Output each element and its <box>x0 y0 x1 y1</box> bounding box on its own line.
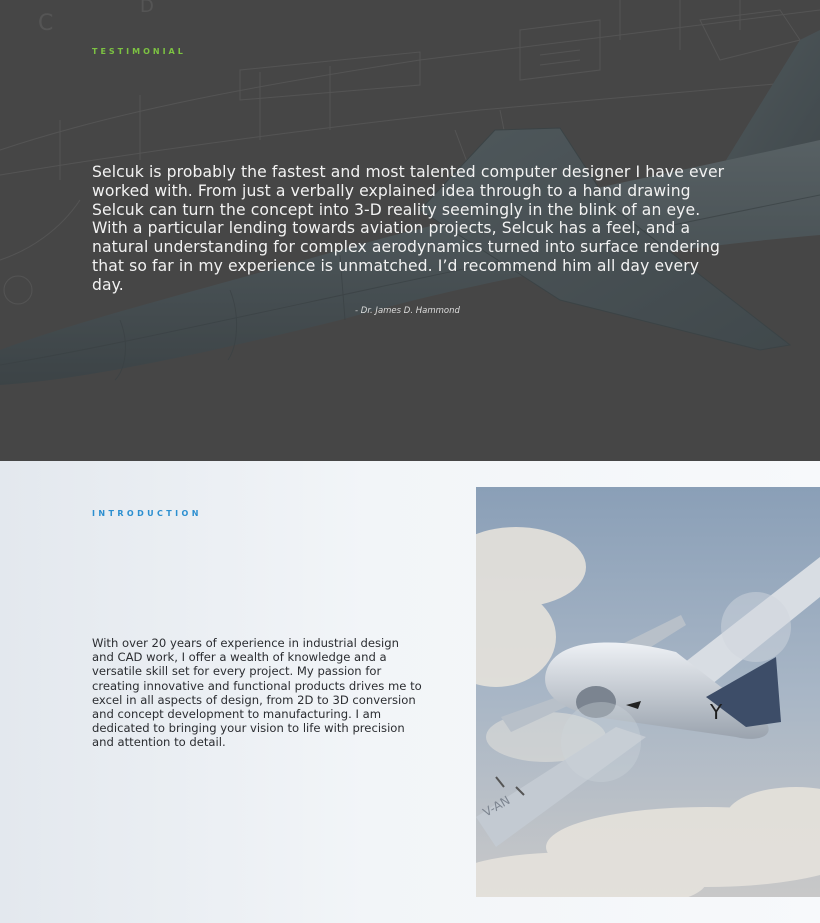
introduction-section <box>0 461 820 923</box>
testimonial-author: - Dr. James D. Hammond <box>355 306 460 316</box>
sketch-letter-c: C <box>38 11 54 36</box>
testimonial-heading: TESTIMONIAL <box>92 47 186 56</box>
introduction-heading: INTRODUCTION <box>92 509 202 518</box>
sketch-letter-d: D <box>140 0 154 17</box>
testimonial-section <box>0 0 820 461</box>
introduction-body: With over 20 years of experience in industrial design and CAD work, I offer a wealth of knowledge and a versatile skill set for every project. My passion for creating innovative and functional products drives me to excel in all aspects of design, from 2D to 3D conversion and concept development to manufacturing. I am dedicated to bringing your vision to life with precision and attention to detail. <box>92 636 422 750</box>
svg-text:V-AN: V-AN <box>480 793 513 820</box>
drone-render-image <box>476 487 820 897</box>
svg-text:Y: Y <box>710 700 723 724</box>
drone-photo <box>476 487 820 897</box>
testimonial-quote: Selcuk is probably the fastest and most talented computer designer I have ever worked with. From just a verbally explained idea through to a hand drawing Selcuk can turn the concept into 3-D reality seemingly in the blink of an eye. With a particular lending towards aviation projects, Selcuk has a feel, and a natural understanding for complex aerodynamics turned into surface rendering that so far in my experience is unmatched. I’d recommend him all day every day. <box>92 163 725 294</box>
